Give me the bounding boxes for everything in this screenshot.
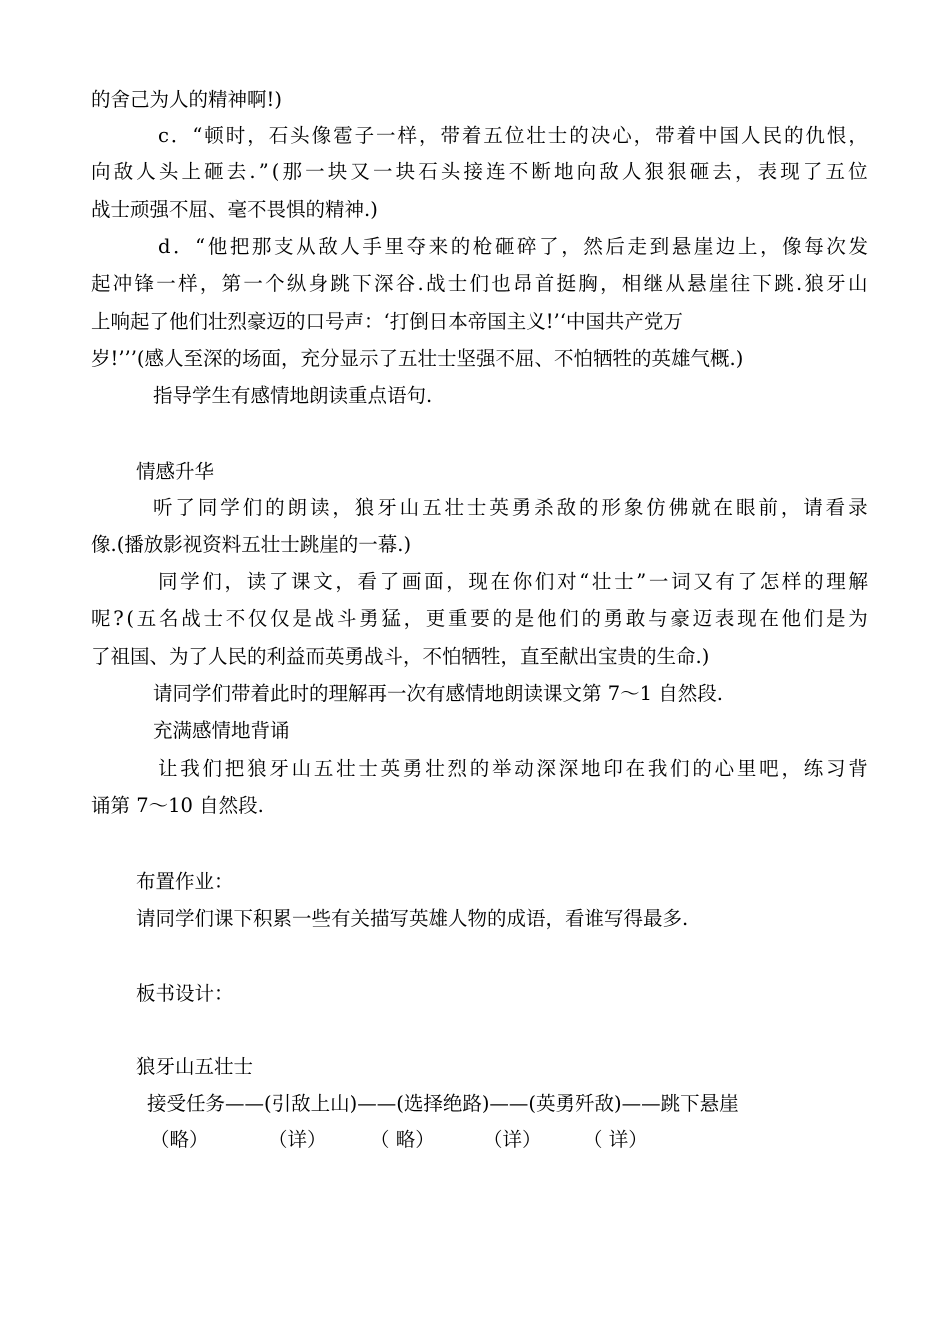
paragraph-line: 岁!’’’(感人至深的场面，充分显示了五壮士坚强不屈、不怕牺牲的英雄气概.) (91, 347, 744, 370)
paragraph-line: 向 敌 人 头 上 砸 去 . ” ( 那 一 块 又 一 块 石 头 接 连 不 断 地 向 敌 人 狠 狠 砸 去 ， 表 现 了 五 位 (91, 160, 868, 183)
paragraph-line: c ． “ 顿 时 ， 石 头 像 雹 子 一 样 ， 带 着 五 位 壮 士 的 决 心 ， 带 着 中 国 人 民 的 仇 恨 ， (158, 124, 868, 147)
board-annotation: （略） (150, 1128, 209, 1151)
paragraph-line: 指导学生有感情地朗读重点语句. (153, 384, 433, 407)
paragraph-line: 上响起了他们壮烈豪迈的口号声：‘打倒日本帝国主义!’‘中国共产党万 (91, 310, 683, 333)
board-annotation: （详） (483, 1128, 542, 1151)
paragraph-line: 请同学们带着此时的理解再一次有感情地朗读课文第 7～1 自然段. (153, 682, 723, 705)
paragraph-line: 请同学们课下积累一些有关描写英雄人物的成语，看谁写得最多. (136, 907, 689, 930)
paragraph-line: 诵第 7～10 自然段. (91, 794, 264, 817)
paragraph-line: 了祖国、为了人民的利益而英勇战斗，不怕牺牲，直至献出宝贵的生命.) (91, 645, 710, 668)
board-annotation: （ 详） (583, 1128, 648, 1151)
paragraph-line: 听 了 同 学 们 的 朗 读 ， 狼 牙 山 五 壮 士 英 勇 杀 敌 的 形 象 仿 佛 就 在 眼 前 ， 请 看 录 (153, 496, 868, 519)
paragraph-line: d ． “ 他 把 那 支 从 敌 人 手 里 夺 来 的 枪 砸 碎 了 ， 然 后 走 到 悬 崖 边 上 ， 像 每 次 发 (158, 235, 868, 258)
paragraph-line: 战士顽强不屈、毫不畏惧的精神.) (91, 198, 378, 221)
text-line: 的舍己为人的精神啊!) (91, 88, 282, 111)
section-heading: 情感升华 (136, 460, 215, 483)
paragraph-line: 起 冲 锋 一 样 ， 第 一 个 纵 身 跳 下 深 谷 . 战 士 们 也 昂 首 挺 胸 ， 相 继 从 悬 崖 往 下 跳 . 狼 牙 山 (91, 272, 868, 295)
paragraph-line: 让 我 们 把 狼 牙 山 五 壮 士 英 勇 壮 烈 的 举 动 深 深 地 印 在 我 们 的 心 里 吧 ， 练 习 背 (158, 757, 868, 780)
board-sequence: 接受任务——(引敌上山)——(选择绝路)——(英勇歼敌)——跳下悬崖 (147, 1092, 739, 1115)
paragraph-line: 呢 ? ( 五 名 战 士 不 仅 仅 是 战 斗 勇 猛 ， 更 重 要 的 是 他 们 的 勇 敢 与 豪 迈 表 现 在 他 们 是 为 (91, 607, 868, 630)
paragraph-line: 同 学 们 ， 读 了 课 文 ， 看 了 画 面 ， 现 在 你 们 对 “ 壮 士 ” 一 词 又 有 了 怎 样 的 理 解 (158, 570, 868, 593)
section-heading: 板书设计： (136, 982, 234, 1005)
board-annotation: （详） (268, 1128, 327, 1151)
paragraph-line: 像.(播放影视资料五壮士跳崖的一幕.) (91, 533, 412, 556)
section-heading: 充满感情地背诵 (153, 719, 290, 742)
board-annotation: （ 略） (370, 1128, 435, 1151)
section-heading: 布置作业： (136, 870, 234, 893)
board-title: 狼牙山五壮士 (136, 1055, 254, 1078)
